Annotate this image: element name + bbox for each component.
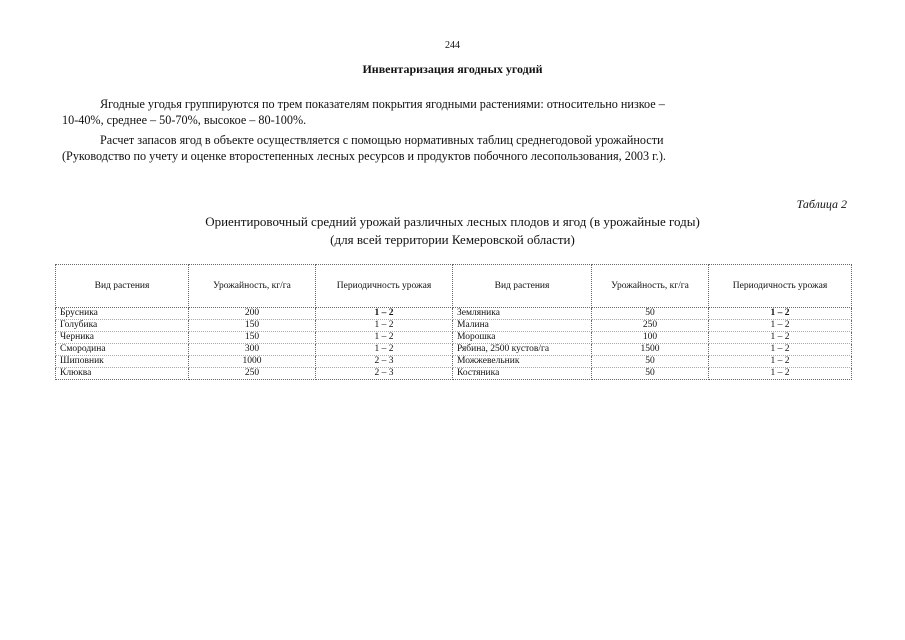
yield-value: 1000 xyxy=(189,356,316,368)
table-row xyxy=(56,368,852,380)
yield-table xyxy=(55,264,852,380)
header-periodicity-1: Периодичность урожая xyxy=(316,265,453,308)
plant-name: Черника xyxy=(56,332,189,344)
header-plant-species-1: Вид растения xyxy=(56,265,189,308)
plant-name: Земляника xyxy=(453,308,592,320)
table-title-line-1: Ориентировочный средний урожай различных лесных плодов и ягод (в урожайные годы) xyxy=(205,214,700,229)
paragraph-1-line-1: Ягодные угодья группируются по трем показателям покрытия ягодными растениями: относительно низкое – xyxy=(100,97,665,111)
yield-value: 250 xyxy=(592,320,709,332)
periodicity-value: 2 – 3 xyxy=(316,356,453,368)
page-heading: Инвентаризация ягодных угодий xyxy=(362,62,543,76)
header-yield-1: Урожайность, кг/га xyxy=(189,265,316,308)
paragraph-2-line-2: (Руководство по учету и оценке второстепенных лесных ресурсов и продуктов побочного лесопользования, 2003 г.). xyxy=(62,149,666,163)
periodicity-value: 1 – 2 xyxy=(709,368,852,380)
table-caption: Таблица 2 xyxy=(796,197,847,211)
plant-name: Рябина, 2500 кустов/га xyxy=(453,344,592,356)
header-plant-species-2: Вид растения xyxy=(453,265,592,308)
periodicity-value: 1 – 2 xyxy=(709,320,852,332)
plant-name: Можжевельник xyxy=(453,356,592,368)
periodicity-value: 1 – 2 xyxy=(709,356,852,368)
yield-value: 50 xyxy=(592,356,709,368)
periodicity-value: 2 – 3 xyxy=(316,368,453,380)
plant-name: Голубика xyxy=(56,320,189,332)
table-row xyxy=(56,332,852,344)
paragraph-2-line-1: Расчет запасов ягод в объекте осуществляется с помощью нормативных таблиц среднегодовой урожайности xyxy=(100,133,664,147)
yield-value: 250 xyxy=(189,368,316,380)
plant-name: Малина xyxy=(453,320,592,332)
periodicity-value: 1 – 2 xyxy=(316,320,453,332)
periodicity-value: 1 – 2 xyxy=(709,332,852,344)
periodicity-value: 1 – 2 xyxy=(709,308,852,320)
page-number: 244 xyxy=(445,40,460,51)
table-header-row xyxy=(56,265,852,308)
plant-name: Смородина xyxy=(56,344,189,356)
header-periodicity-2: Периодичность урожая xyxy=(709,265,852,308)
plant-name: Морошка xyxy=(453,332,592,344)
table-row xyxy=(56,320,852,332)
yield-value: 150 xyxy=(189,320,316,332)
plant-name: Клюква xyxy=(56,368,189,380)
periodicity-value: 1 – 2 xyxy=(709,344,852,356)
yield-value: 50 xyxy=(592,308,709,320)
periodicity-value: 1 – 2 xyxy=(316,344,453,356)
plant-name: Шиповник xyxy=(56,356,189,368)
yield-value: 1500 xyxy=(592,344,709,356)
periodicity-value: 1 – 2 xyxy=(316,332,453,344)
table-row xyxy=(56,356,852,368)
periodicity-value: 1 – 2 xyxy=(316,308,453,320)
plant-name: Брусника xyxy=(56,308,189,320)
table-row xyxy=(56,308,852,320)
paragraph-1-line-2: 10-40%, среднее – 50-70%, высокое – 80-100%. xyxy=(62,113,307,127)
yield-value: 200 xyxy=(189,308,316,320)
plant-name: Костяника xyxy=(453,368,592,380)
header-yield-2: Урожайность, кг/га xyxy=(592,265,709,308)
yield-value: 150 xyxy=(189,332,316,344)
table-title-line-2: (для всей территории Кемеровской области) xyxy=(330,232,575,247)
yield-value: 100 xyxy=(592,332,709,344)
table-row xyxy=(56,344,852,356)
yield-value: 300 xyxy=(189,344,316,356)
yield-value: 50 xyxy=(592,368,709,380)
